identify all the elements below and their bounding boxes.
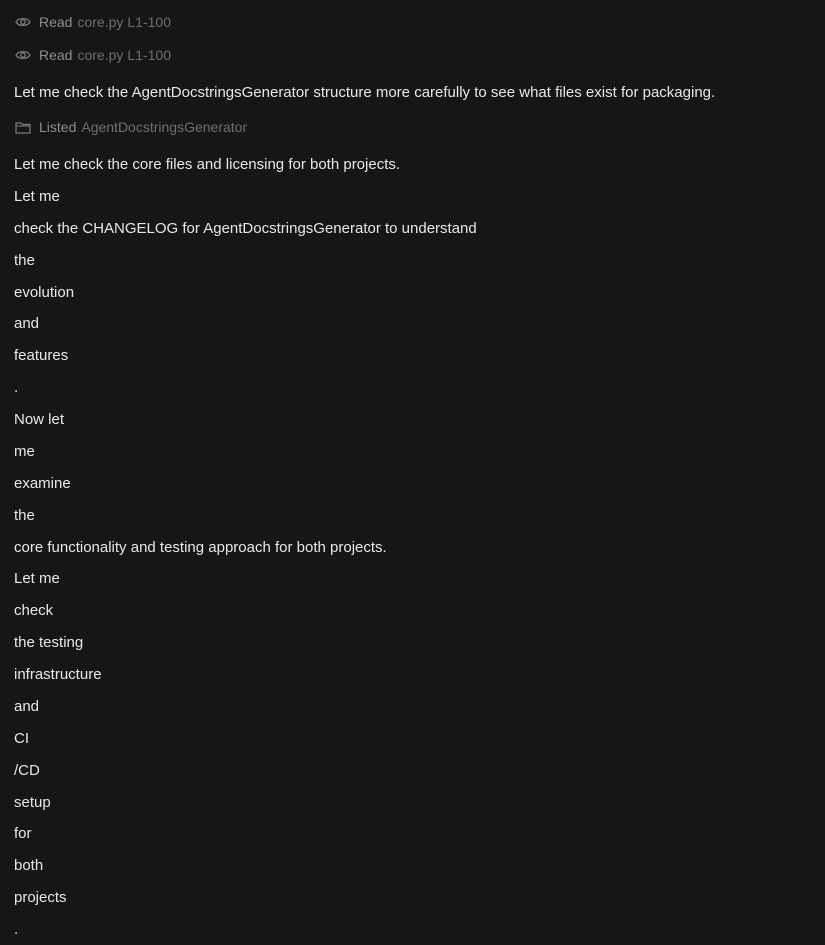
assistant-message-fragment: Let me: [14, 187, 60, 205]
assistant-message-fragment: core functionality and testing approach for both projects.: [14, 538, 387, 556]
assistant-message-fragment: the testing: [14, 633, 84, 651]
assistant-message: Let me check the core files and licensing for both projects.: [14, 155, 401, 173]
assistant-message-fragment: check the CHANGELOG for AgentDocstringsGenerator to understand: [14, 219, 477, 237]
assistant-message-fragment: infrastructure: [14, 665, 102, 683]
assistant-message-fragment: and: [14, 314, 40, 332]
folder-icon: [15, 119, 31, 135]
assistant-message-fragment: /CD: [14, 761, 40, 779]
assistant-message-fragment: the: [14, 506, 35, 524]
eye-icon: [15, 14, 31, 30]
assistant-message-fragment: me: [14, 442, 35, 460]
assistant-message-fragment: examine: [14, 474, 71, 492]
assistant-message-fragment: for: [14, 824, 32, 842]
assistant-message-fragment: both: [14, 856, 44, 874]
assistant-message-fragment: .: [14, 378, 19, 396]
tool-call-range: L1-100: [127, 47, 171, 63]
tool-call-target[interactable]: AgentDocstringsGenerator: [81, 119, 248, 135]
eye-icon: [15, 47, 31, 63]
assistant-message-fragment: check: [14, 601, 54, 619]
tool-call-verb: Read: [39, 47, 73, 63]
assistant-message-fragment: CI: [14, 729, 29, 747]
assistant-message-fragment: evolution: [14, 283, 75, 301]
assistant-message-fragment: the: [14, 251, 35, 269]
tool-call-target[interactable]: core.py: [77, 14, 124, 30]
assistant-message-fragment: and: [14, 697, 40, 715]
tool-call-list-directory[interactable]: [14, 116, 247, 138]
assistant-message-fragment: setup: [14, 793, 51, 811]
tool-call-range: L1-100: [127, 14, 171, 30]
assistant-message-fragment: features: [14, 346, 69, 364]
tool-call-target[interactable]: core.py: [77, 47, 124, 63]
tool-call-read-core-py[interactable]: [14, 11, 171, 33]
assistant-message-fragment: projects: [14, 888, 67, 906]
tool-call-verb: Listed: [39, 119, 77, 135]
assistant-message: Let me check the AgentDocstringsGenerator structure more carefully to see what files exist for packaging.: [14, 83, 716, 101]
assistant-message-fragment: Now let: [14, 410, 65, 428]
assistant-message-fragment: .: [14, 920, 19, 938]
assistant-message-fragment: Let me: [14, 569, 60, 587]
tool-call-read-core-py[interactable]: [14, 44, 171, 66]
tool-call-verb: Read: [39, 14, 73, 30]
